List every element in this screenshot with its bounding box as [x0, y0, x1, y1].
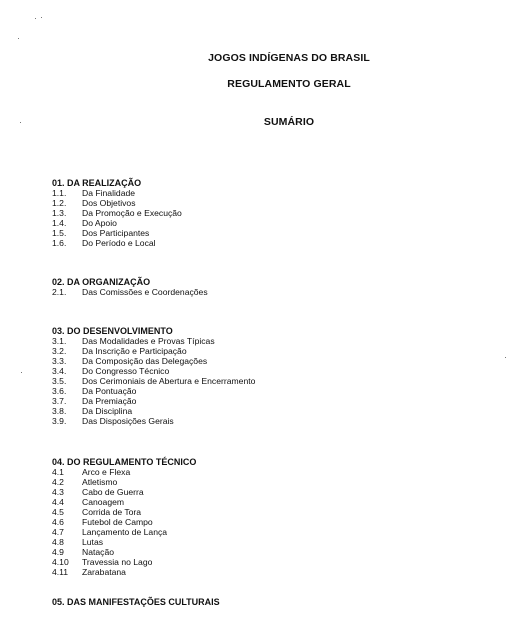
toc-item	[52, 477, 492, 487]
toc-item	[52, 356, 492, 366]
toc-item	[52, 366, 492, 376]
item-number: 4.6	[52, 517, 64, 527]
toc-item	[52, 416, 492, 426]
item-text: Do Apoio	[82, 218, 117, 228]
item-text: Das Disposições Gerais	[82, 416, 174, 426]
item-number: 1.2.	[52, 198, 67, 208]
item-number: 2.1.	[52, 287, 67, 297]
item-text: Lutas	[82, 537, 104, 547]
item-text: Do Período e Local	[82, 238, 156, 248]
toc-item	[52, 198, 492, 208]
item-number: 3.4.	[52, 366, 67, 376]
toc-item	[52, 487, 492, 497]
item-text: Canoagem	[82, 497, 125, 507]
toc-section-regulamento-tecnico	[52, 457, 492, 577]
toc-item	[52, 238, 492, 248]
item-number: 4.11	[52, 567, 69, 577]
item-text: Da Premiação	[82, 396, 137, 406]
document-subtitle: REGULAMENTO GERAL	[227, 78, 351, 90]
item-text: Arco e Flexa	[82, 467, 131, 477]
section-title: 01. DA REALIZAÇÃO	[52, 178, 142, 188]
item-text: Da Composição das Delegações	[82, 356, 208, 366]
item-text: Das Comissões e Coordenações	[82, 287, 208, 297]
toc-item	[52, 406, 492, 416]
item-text: Da Pontuação	[82, 386, 137, 396]
item-number: 4.5	[52, 507, 64, 517]
section-title: 02. DA ORGANIZAÇÃO	[52, 277, 151, 287]
document-title: JOGOS INDÍGENAS DO BRASIL	[208, 52, 370, 64]
item-text: Da Finalidade	[82, 188, 136, 198]
toc-item	[52, 396, 492, 406]
item-number: 3.8.	[52, 406, 67, 416]
scan-speck	[21, 372, 22, 373]
item-number: 4.9	[52, 547, 64, 557]
section-title: 03. DO DESENVOLVIMENTO	[52, 326, 173, 336]
item-number: 1.1.	[52, 188, 67, 198]
toc-item	[52, 228, 492, 238]
toc-item	[52, 517, 492, 527]
item-text: Das Modalidades e Provas Típicas	[82, 336, 215, 346]
item-number: 1.3.	[52, 208, 67, 218]
toc-section-organizacao	[52, 277, 492, 297]
toc-item	[52, 507, 492, 517]
item-text: Futebol de Campo	[82, 517, 153, 527]
section-title: 05. DAS MANIFESTAÇÕES CULTURAIS	[52, 597, 220, 607]
toc-item	[52, 537, 492, 547]
summary-heading: SUMÁRIO	[263, 116, 315, 128]
item-number: 3.1.	[52, 336, 67, 346]
item-number: 4.3	[52, 487, 64, 497]
toc-section-desenvolvimento	[52, 326, 492, 426]
toc-item-list	[52, 467, 492, 577]
item-number: 3.6.	[52, 386, 67, 396]
item-text: Da Promoção e Execução	[82, 208, 182, 218]
item-number: 3.7.	[52, 396, 67, 406]
item-number: 1.5.	[52, 228, 67, 238]
toc-item	[52, 557, 492, 567]
toc-item	[52, 386, 492, 396]
toc-item-list	[52, 188, 492, 248]
toc-item	[52, 376, 492, 386]
item-number: 3.2.	[52, 346, 67, 356]
toc-item	[52, 527, 492, 537]
toc-item-list	[52, 336, 492, 426]
toc-item	[52, 336, 492, 346]
item-number: 3.3.	[52, 356, 67, 366]
item-text: Dos Objetivos	[82, 198, 136, 208]
item-text: Dos Cerimoniais de Abertura e Encerramento	[82, 376, 256, 386]
toc-section-realizacao	[52, 178, 492, 248]
toc-item	[52, 218, 492, 228]
item-text: Atletismo	[82, 477, 118, 487]
item-text: Cabo de Guerra	[82, 487, 144, 497]
toc-item	[52, 188, 492, 198]
toc-item	[52, 497, 492, 507]
item-number: 1.4.	[52, 218, 67, 228]
item-text: Travessia no Lago	[82, 557, 153, 567]
item-text: Lançamento de Lança	[82, 527, 168, 537]
scan-speck	[35, 18, 36, 19]
item-number: 1.6.	[52, 238, 67, 248]
item-number: 4.8	[52, 537, 64, 547]
toc-item	[52, 567, 492, 577]
section-title: 04. DO REGULAMENTO TÉCNICO	[52, 457, 197, 467]
toc-item	[52, 467, 492, 477]
toc-section-manifestacoes-culturais	[52, 597, 492, 607]
item-number: 4.4	[52, 497, 64, 507]
item-number: 4.2	[52, 477, 64, 487]
item-number: 3.5.	[52, 376, 67, 386]
item-number: 4.1	[52, 467, 64, 477]
toc-item	[52, 287, 492, 297]
scan-speck	[41, 17, 42, 18]
item-number: 4.7	[52, 527, 64, 537]
item-text: Dos Participantes	[82, 228, 150, 238]
item-text: Zarabatana	[82, 567, 126, 577]
toc-item	[52, 346, 492, 356]
item-text: Do Congresso Técnico	[82, 366, 170, 376]
item-text: Da Disciplina	[82, 406, 133, 416]
item-text: Natação	[82, 547, 115, 557]
toc-item	[52, 208, 492, 218]
toc-item	[52, 547, 492, 557]
item-number: 3.9.	[52, 416, 67, 426]
item-text: Da Inscrição e Participação	[82, 346, 187, 356]
toc-item-list	[52, 287, 492, 297]
item-text: Corrida de Tora	[82, 507, 142, 517]
scan-speck	[18, 38, 19, 39]
item-number: 4.10	[52, 557, 69, 567]
scan-speck	[505, 357, 506, 358]
